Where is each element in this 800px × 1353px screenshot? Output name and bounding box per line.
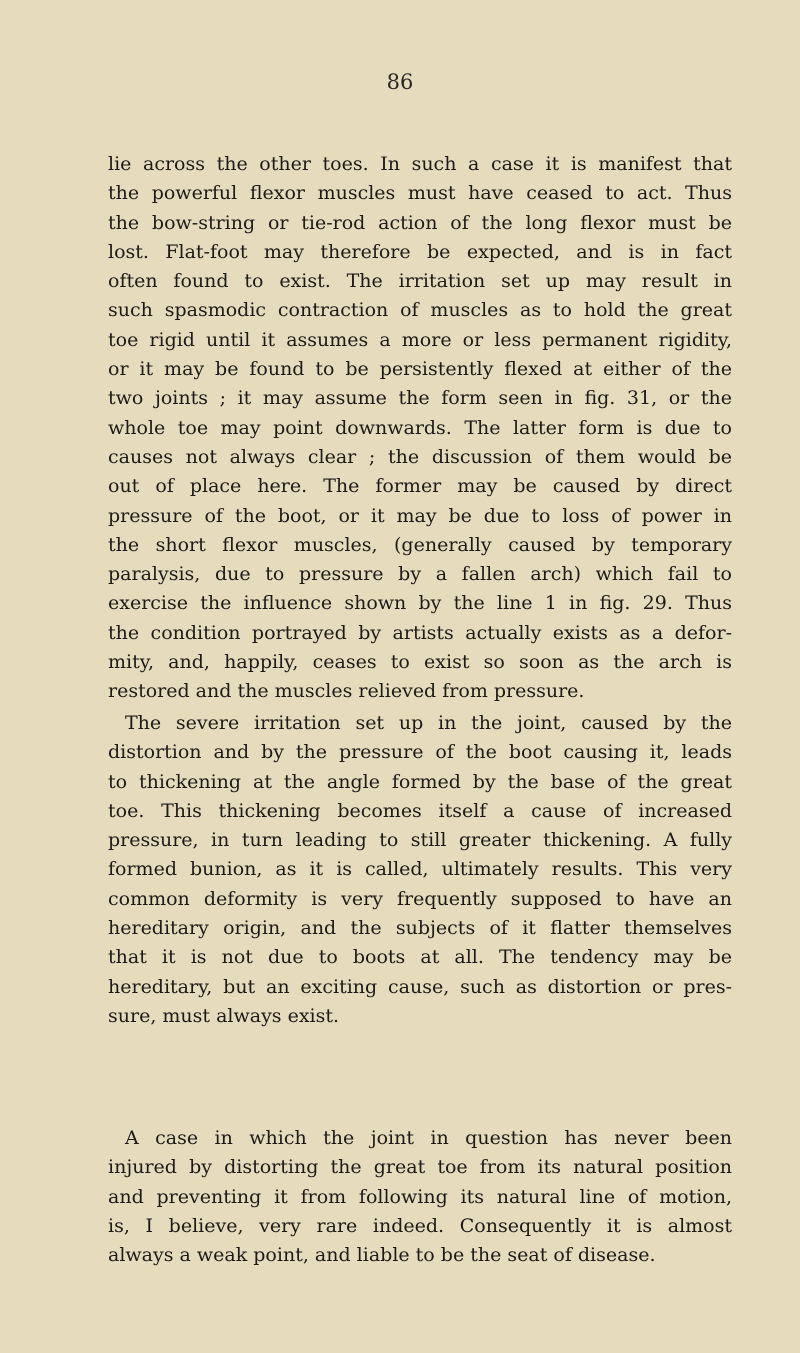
page-number: 86 <box>386 70 414 94</box>
text-line: exercise the influence shown by the line 1 in fig. 29. Thus <box>108 592 732 615</box>
text-line: is, I believe, very rare indeed. Consequently it is almost <box>108 1214 732 1237</box>
text-line: causes not always clear ; the discussion of them would be <box>108 445 732 468</box>
text-line: or it may be found to be persistently flexed at either of the <box>108 358 732 381</box>
text-line: the powerful flexor muscles must have ceased to act. Thus <box>108 182 732 205</box>
text-line: that it is not due to boots at all. The tendency may be <box>108 946 732 969</box>
text-line: toe rigid until it assumes a more or less permanent rigidity, <box>108 328 732 351</box>
text-line: always a weak point, and liable to be the seat of disease. <box>108 1244 656 1267</box>
text-line: pressure, in turn leading to still greater thickening. A fully <box>108 829 732 852</box>
text-line: the short flexor muscles, (generally caused by temporary <box>108 533 732 556</box>
text-line: formed bunion, as it is called, ultimately results. This very <box>108 858 732 881</box>
text-line: distortion and by the pressure of the boot causing it, leads <box>108 741 732 764</box>
text-line: pressure of the boot, or it may be due to loss of power in <box>108 504 732 527</box>
text-line: A case in which the joint in question has never been <box>125 1127 732 1149</box>
text-line: injured by distorting the great toe from its natural position <box>108 1156 732 1179</box>
text-line: The severe irritation set up in the joint, caused by the <box>125 712 732 734</box>
text-line: hereditary origin, and the subjects of it flatter themselves <box>108 917 732 940</box>
text-line: the bow-string or tie-rod action of the long flexor must be <box>108 211 732 234</box>
text-line: to thickening at the angle formed by the base of the great <box>108 770 732 793</box>
text-line: paralysis, due to pressure by a fallen arch) which fail to <box>108 563 732 586</box>
text-line: lie across the other toes. In such a case it is manifest that <box>108 153 732 175</box>
text-line: common deformity is very frequently supposed to have an <box>108 887 732 910</box>
text-line: out of place here. The former may be caused by direct <box>108 475 732 498</box>
text-line: mity, and, happily, ceases to exist so soon as the arch is <box>108 651 732 674</box>
text-line: lost. Flat-foot may therefore be expected, and is in fact <box>108 240 732 263</box>
text-line: and preventing it from following its natural line of motion, <box>108 1185 732 1208</box>
text-line: restored and the muscles relieved from pressure. <box>108 680 585 703</box>
text-line: often found to exist. The irritation set up may result in <box>108 270 732 293</box>
text-line: two joints ; it may assume the form seen in fig. 31, or the <box>108 387 732 410</box>
text-line: toe. This thickening becomes itself a cause of increased <box>108 799 732 822</box>
paragraph-3 <box>108 1124 732 1270</box>
paragraph-2 <box>108 709 732 1031</box>
text-line: whole toe may point downwards. The latter form is due to <box>108 416 732 439</box>
paragraph-1 <box>108 150 732 707</box>
text-line: the condition portrayed by artists actually exists as a defor- <box>108 621 732 644</box>
text-line: hereditary, but an exciting cause, such as distortion or pres- <box>108 975 732 998</box>
text-line: sure, must always exist. <box>108 1004 340 1027</box>
text-line: such spasmodic contraction of muscles as to hold the great <box>108 299 732 322</box>
